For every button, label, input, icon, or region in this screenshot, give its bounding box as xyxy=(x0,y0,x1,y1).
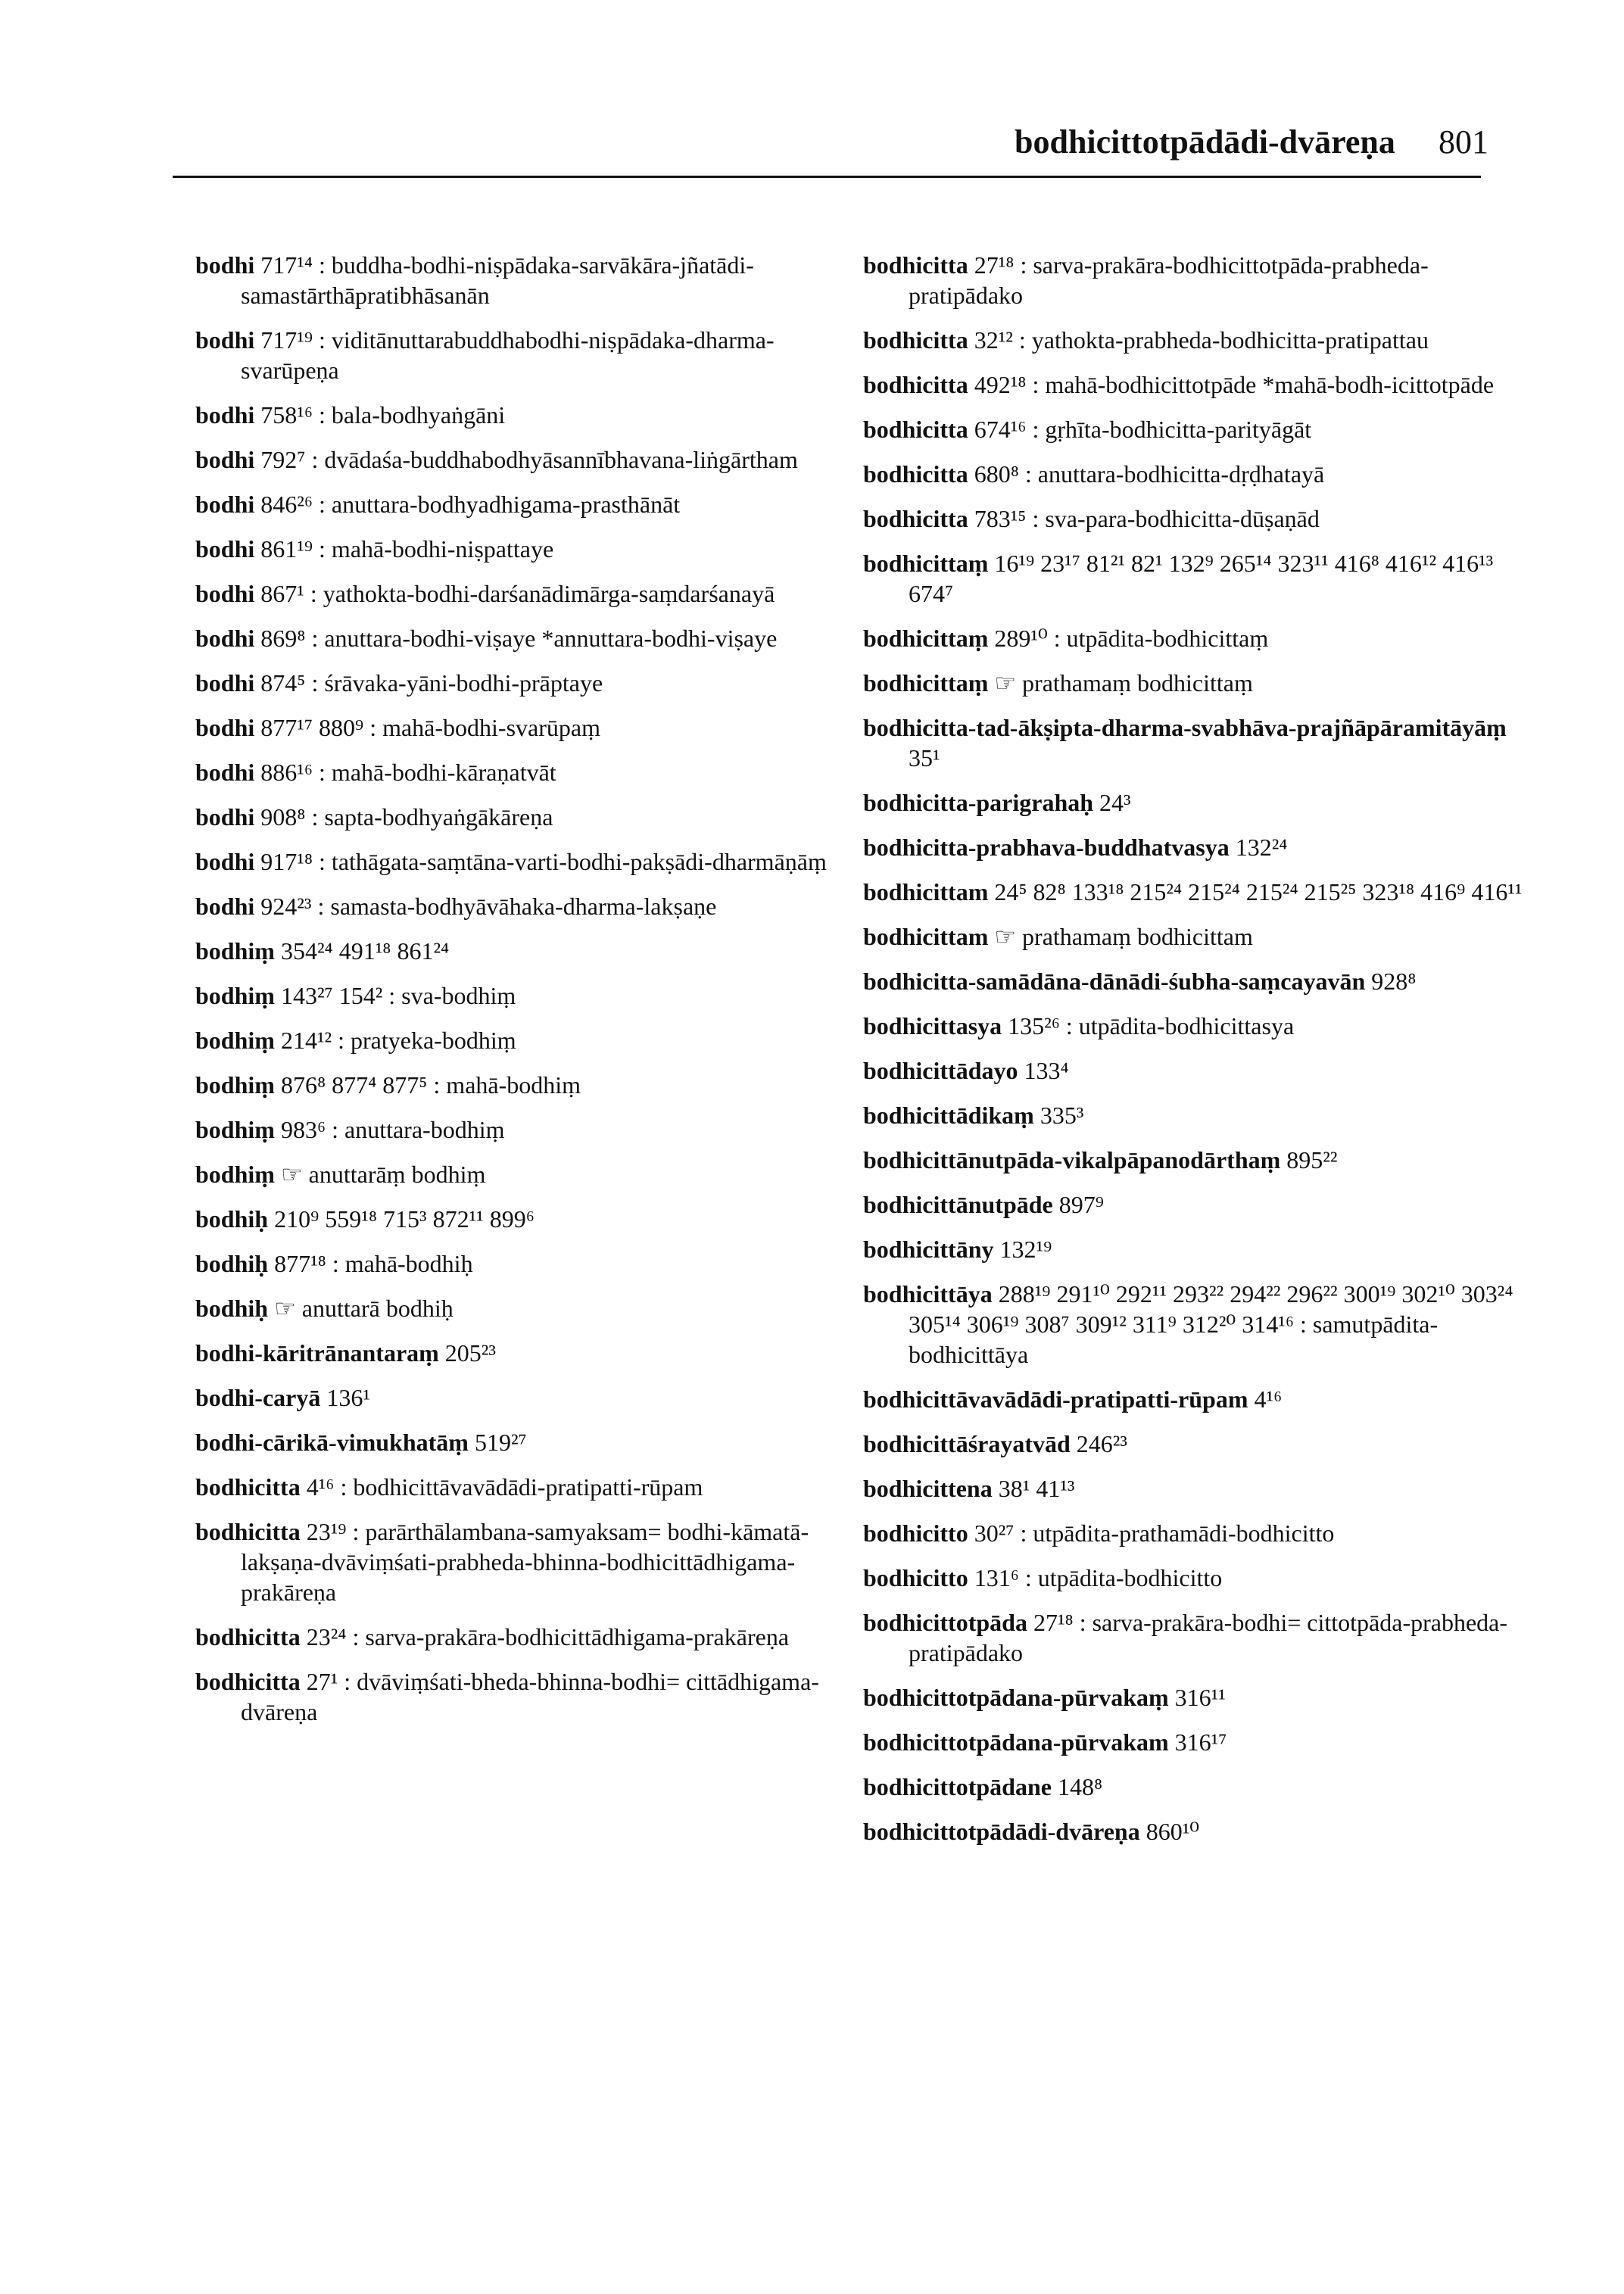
headword: bodhi xyxy=(195,446,255,473)
entry-references: ☞ anuttarā bodhiḥ xyxy=(274,1295,454,1322)
headword: bodhicittaṃ xyxy=(863,550,989,577)
entry-references: 214¹² : pratyeka-bodhiṃ xyxy=(280,1027,516,1054)
headword: bodhicitta-tad-ākṣipta-dharma-svabhāva-prajñāpāramitāyāṃ xyxy=(863,714,1507,741)
headword: bodhicitta xyxy=(863,371,968,398)
headword: bodhiṃ xyxy=(195,1161,275,1188)
entry-references: 335³ xyxy=(1040,1102,1084,1129)
entry-references: 38¹ 41¹³ xyxy=(998,1475,1075,1502)
entry-references: 877¹⁷ 880⁹ : mahā-bodhi-svarūpaṃ xyxy=(260,714,600,741)
entry-references: 289¹⁰ : utpādita-bodhicittaṃ xyxy=(994,625,1269,652)
headword: bodhicittasya xyxy=(863,1012,1002,1039)
entry-references: 846²⁶ : anuttara-bodhyadhigama-prasthānāt xyxy=(260,491,681,518)
entry-references: 316¹¹ xyxy=(1174,1684,1226,1711)
index-entry xyxy=(195,1204,839,1234)
index-entry xyxy=(863,787,1529,818)
headword: bodhi xyxy=(195,803,255,831)
entry-references: 717¹⁹ : viditānuttarabuddhabodhi-niṣpādaka-dharma-svarūpeṇa xyxy=(241,326,775,384)
headword: bodhi xyxy=(195,759,255,786)
entry-references: 492¹⁸ : mahā-bodhicittotpāde *mahā-bodh-icittotpāde xyxy=(974,371,1495,398)
entry-references: 897⁹ xyxy=(1058,1191,1104,1218)
entry-references: 24³ xyxy=(1099,789,1131,816)
index-entry xyxy=(863,1100,1529,1130)
entry-references: 133⁴ xyxy=(1024,1057,1069,1084)
page-header xyxy=(0,114,1624,174)
entry-references: 23¹⁹ : parārthālambana-samyaksam= bodhi-kāmatā-lakṣaṇa-dvāviṃśati-prabheda-bhinna-bodhicittādhigama-prakāreṇa xyxy=(241,1518,809,1606)
index-entry xyxy=(195,891,839,921)
entry-references: 895²² xyxy=(1286,1146,1338,1173)
index-entry xyxy=(195,1666,839,1727)
headword: bodhicitta-samādāna-dānādi-śubha-saṃcayavān xyxy=(863,968,1366,995)
headword: bodhicitta xyxy=(195,1473,301,1501)
index-entry xyxy=(195,1516,839,1607)
entry-references: 288¹⁹ 291¹⁰ 292¹¹ 293²² 294²² 296²² 300¹⁹ 302¹⁰ 303²⁴ 305¹⁴ 306¹⁹ 308⁷ 309¹² 311⁹ 312²⁰ 314¹⁶ : samutpādita-bodhicittāya xyxy=(909,1280,1513,1368)
index-entry xyxy=(863,548,1529,609)
entry-references: 874⁵ : śrāvaka-yāni-bodhi-prāptaye xyxy=(260,669,603,697)
entry-references: 32¹² : yathokta-prabheda-bodhicitta-pratipattau xyxy=(974,326,1429,354)
entry-references: 783¹⁵ : sva-para-bodhicitta-dūṣaṇād xyxy=(974,505,1320,532)
headword: bodhi xyxy=(195,893,255,920)
index-entry xyxy=(195,578,839,609)
headword: bodhi xyxy=(195,326,255,354)
headword: bodhiṃ xyxy=(195,1116,275,1143)
headword: bodhi xyxy=(195,580,255,607)
headword: bodhicitta xyxy=(195,1518,301,1545)
entry-references: ☞ prathamaṃ bodhicittam xyxy=(994,923,1253,950)
index-entry xyxy=(863,1145,1529,1175)
index-entry xyxy=(195,325,839,385)
index-entry xyxy=(863,250,1529,310)
index-entry xyxy=(195,1382,839,1413)
headword: bodhicittānutpāde xyxy=(863,1191,1053,1218)
index-entry xyxy=(863,1727,1529,1757)
headword: bodhicittam xyxy=(863,923,989,950)
headword: bodhi xyxy=(195,714,255,741)
entry-references: 674¹⁶ : gṛhīta-bodhicitta-parityāgāt xyxy=(974,416,1312,443)
index-entry xyxy=(195,1293,839,1323)
headword: bodhicittotpāda xyxy=(863,1609,1027,1636)
index-entry xyxy=(195,1159,839,1189)
index-entry xyxy=(863,1816,1529,1847)
entry-references: 148⁸ xyxy=(1057,1773,1103,1800)
entry-references: 23²⁴ : sarva-prakāra-bodhicittādhigama-prakāreṇa xyxy=(306,1623,790,1650)
index-entry xyxy=(863,1682,1529,1713)
entry-references: 136¹ xyxy=(326,1384,370,1411)
headword: bodhicitta xyxy=(863,460,968,488)
index-entry xyxy=(863,1607,1529,1668)
entry-references: 680⁸ : anuttara-bodhicitta-dṛḍhatayā xyxy=(974,460,1325,488)
index-entry xyxy=(195,1248,839,1279)
index-entry xyxy=(195,1427,839,1457)
entry-references: 860¹⁰ xyxy=(1146,1818,1200,1845)
entry-references: 35¹ xyxy=(909,744,940,771)
index-entry xyxy=(195,534,839,564)
headword: bodhi-kāritrānantaraṃ xyxy=(195,1339,439,1367)
index-entry xyxy=(863,459,1529,489)
index-entry xyxy=(195,1070,839,1100)
index-entry xyxy=(863,623,1529,653)
index-entry xyxy=(195,757,839,787)
headword: bodhicitta xyxy=(863,326,968,354)
headword: bodhicittāśrayatvād xyxy=(863,1430,1071,1457)
headword: bodhicittotpādādi-dvāreṇa xyxy=(863,1818,1140,1845)
headword: bodhiṃ xyxy=(195,1071,275,1099)
entry-references: 792⁷ : dvādaśa-buddhabodhyāsannībhavana-liṅgārtham xyxy=(260,446,798,473)
headword: bodhicitto xyxy=(863,1519,968,1547)
index-entry xyxy=(195,1338,839,1368)
entry-references: 928⁸ xyxy=(1371,968,1417,995)
index-entry xyxy=(863,668,1529,698)
entry-references: ☞ anuttarāṃ bodhiṃ xyxy=(280,1161,486,1188)
index-entry xyxy=(195,1622,839,1652)
entry-references: 908⁸ : sapta-bodhyaṅgākāreṇa xyxy=(260,803,553,831)
right-column xyxy=(863,250,1529,1861)
page-number: 801 xyxy=(1439,123,1488,161)
entry-references: 758¹⁶ : bala-bodhyaṅgāni xyxy=(260,401,506,429)
index-entry xyxy=(195,489,839,519)
entry-references: 861¹⁹ : mahā-bodhi-niṣpattaye xyxy=(260,535,554,563)
index-entry xyxy=(195,980,839,1011)
index-entry xyxy=(195,623,839,653)
index-entry xyxy=(195,1472,839,1502)
index-entry xyxy=(195,250,839,310)
index-entry xyxy=(195,802,839,832)
entry-references: 924²³ : samasta-bodhyāvāhaka-dharma-lakṣaṇe xyxy=(260,893,717,920)
index-entry xyxy=(195,712,839,743)
headword: bodhi xyxy=(195,535,255,563)
headword: bodhiḥ xyxy=(195,1250,269,1277)
headword: bodhicitta xyxy=(863,416,968,443)
entry-references: 4¹⁶ xyxy=(1254,1385,1283,1413)
entry-references: 16¹⁹ 23¹⁷ 81²¹ 82¹ 132⁹ 265¹⁴ 323¹¹ 416⁸ 416¹² 416¹³ 674⁷ xyxy=(909,550,1494,607)
index-entry xyxy=(863,921,1529,952)
headword: bodhicitta xyxy=(863,251,968,279)
index-entry xyxy=(863,1772,1529,1802)
headword: bodhi xyxy=(195,669,255,697)
entry-references: 30²⁷ : utpādita-prathamādi-bodhicitto xyxy=(974,1519,1335,1547)
index-entry xyxy=(195,400,839,430)
headword: bodhi xyxy=(195,401,255,429)
entry-references: 867¹ : yathokta-bodhi-darśanādimārga-saṃdarśanayā xyxy=(260,580,775,607)
headword: bodhicitta-parigrahaḥ xyxy=(863,789,1094,816)
entry-references: 131⁶ : utpādita-bodhicitto xyxy=(974,1564,1223,1591)
entry-references: 135²⁶ : utpādita-bodhicittasya xyxy=(1008,1012,1295,1039)
index-entry xyxy=(863,1011,1529,1041)
headword: bodhicittāya xyxy=(863,1280,993,1308)
index-entry xyxy=(863,1055,1529,1086)
index-entry xyxy=(863,966,1529,996)
entry-references: 316¹⁷ xyxy=(1174,1728,1227,1756)
entry-references: 132¹⁹ xyxy=(999,1236,1052,1263)
headword: bodhicittaṃ xyxy=(863,625,989,652)
index-entry xyxy=(863,503,1529,534)
index-entry xyxy=(863,1429,1529,1459)
index-entry xyxy=(863,1473,1529,1504)
entry-references: 246²³ xyxy=(1076,1430,1127,1457)
headword: bodhi xyxy=(195,491,255,518)
headword: bodhicittaṃ xyxy=(863,669,989,697)
headword: bodhiṃ xyxy=(195,982,275,1009)
headword: bodhi-cārikā-vimukhatāṃ xyxy=(195,1429,469,1456)
index-entry xyxy=(195,1114,839,1145)
headword: bodhicittānutpāda-vikalpāpanodārthaṃ xyxy=(863,1146,1281,1173)
index-entry xyxy=(863,325,1529,355)
entry-references: 27¹ : dvāviṃśati-bheda-bhinna-bodhi= cittādhigama-dvāreṇa xyxy=(241,1668,819,1725)
entry-references: 717¹⁴ : buddha-bodhi-niṣpādaka-sarvākāra-jñatādi-samastārthāpratibhāsanān xyxy=(241,251,754,309)
headword: bodhicitto xyxy=(863,1564,968,1591)
entry-references: 354²⁴ 491¹⁸ 861²⁴ xyxy=(280,937,450,965)
headword: bodhicittotpādane xyxy=(863,1773,1052,1800)
index-entry xyxy=(863,1279,1529,1370)
headword: bodhi xyxy=(195,625,255,652)
entry-references: 24⁵ 82⁸ 133¹⁸ 215²⁴ 215²⁴ 215²⁴ 215²⁵ 323¹⁸ 416⁹ 416¹¹ xyxy=(994,878,1523,905)
headword: bodhicittena xyxy=(863,1475,993,1502)
index-entry xyxy=(195,668,839,698)
index-entry xyxy=(863,1518,1529,1548)
entry-references: 132²⁴ xyxy=(1235,834,1288,861)
index-entry xyxy=(863,877,1529,907)
headword: bodhiḥ xyxy=(195,1295,269,1322)
index-entry xyxy=(863,1234,1529,1264)
index-entry xyxy=(863,1563,1529,1593)
headword: bodhicitta xyxy=(195,1668,301,1695)
headword: bodhicittotpādana-pūrvakam xyxy=(863,1728,1169,1756)
headword: bodhicittāvavādādi-pratipatti-rūpam xyxy=(863,1385,1248,1413)
index-entry xyxy=(863,369,1529,400)
entry-references: 143²⁷ 154² : sva-bodhiṃ xyxy=(280,982,516,1009)
index-entry xyxy=(195,846,839,877)
index-entry xyxy=(195,1025,839,1055)
entry-references: 27¹⁸ : sarva-prakāra-bodhicittotpāda-prabheda-pratipādako xyxy=(909,251,1429,309)
entry-references: 869⁸ : anuttara-bodhi-viṣaye *annuttara-bodhi-viṣaye xyxy=(260,625,778,652)
entry-references: 877¹⁸ : mahā-bodhiḥ xyxy=(274,1250,473,1277)
index-entry xyxy=(195,936,839,966)
entry-references: 886¹⁶ : mahā-bodhi-kāraṇatvāt xyxy=(260,759,556,786)
headword: bodhicittam xyxy=(863,878,989,905)
left-column xyxy=(195,250,839,1741)
entry-references: 519²⁷ xyxy=(474,1429,527,1456)
entry-references: 876⁸ 877⁴ 877⁵ : mahā-bodhiṃ xyxy=(280,1071,581,1099)
index-entry xyxy=(863,1189,1529,1220)
entry-references: 4¹⁶ : bodhicittāvavādādi-pratipatti-rūpam xyxy=(306,1473,703,1501)
headword: bodhiṃ xyxy=(195,937,275,965)
index-entry xyxy=(195,444,839,475)
headword: bodhicitta-prabhava-buddhatvasya xyxy=(863,834,1230,861)
headword: bodhiḥ xyxy=(195,1205,269,1233)
entry-references: 983⁶ : anuttara-bodhiṃ xyxy=(280,1116,505,1143)
entry-references: 917¹⁸ : tathāgata-saṃtāna-varti-bodhi-pakṣādi-dharmāṇāṃ xyxy=(260,848,827,875)
entry-references: 205²³ xyxy=(444,1339,496,1367)
entry-references: 27¹⁸ : sarva-prakāra-bodhi= cittotpāda-prabheda-pratipādako xyxy=(909,1609,1508,1666)
headword: bodhicittādayo xyxy=(863,1057,1018,1084)
entry-references: 210⁹ 559¹⁸ 715³ 872¹¹ 899⁶ xyxy=(274,1205,535,1233)
headword: bodhi xyxy=(195,251,255,279)
headword: bodhicitta xyxy=(195,1623,301,1650)
headword: bodhiṃ xyxy=(195,1027,275,1054)
headword: bodhicittotpādana-pūrvakaṃ xyxy=(863,1684,1169,1711)
index-entry xyxy=(863,712,1529,773)
index-entry xyxy=(863,832,1529,862)
entry-references: ☞ prathamaṃ bodhicittaṃ xyxy=(994,669,1253,697)
index-entry xyxy=(863,414,1529,444)
headword: bodhicittādikaṃ xyxy=(863,1102,1034,1129)
headword: bodhicitta xyxy=(863,505,968,532)
index-entry xyxy=(863,1384,1529,1414)
headword: bodhi-caryā xyxy=(195,1384,321,1411)
running-head: bodhicittotpādādi-dvāreṇa xyxy=(1015,123,1395,161)
header-rule xyxy=(173,176,1481,178)
headword: bodhi xyxy=(195,848,255,875)
headword: bodhicittāny xyxy=(863,1236,994,1263)
